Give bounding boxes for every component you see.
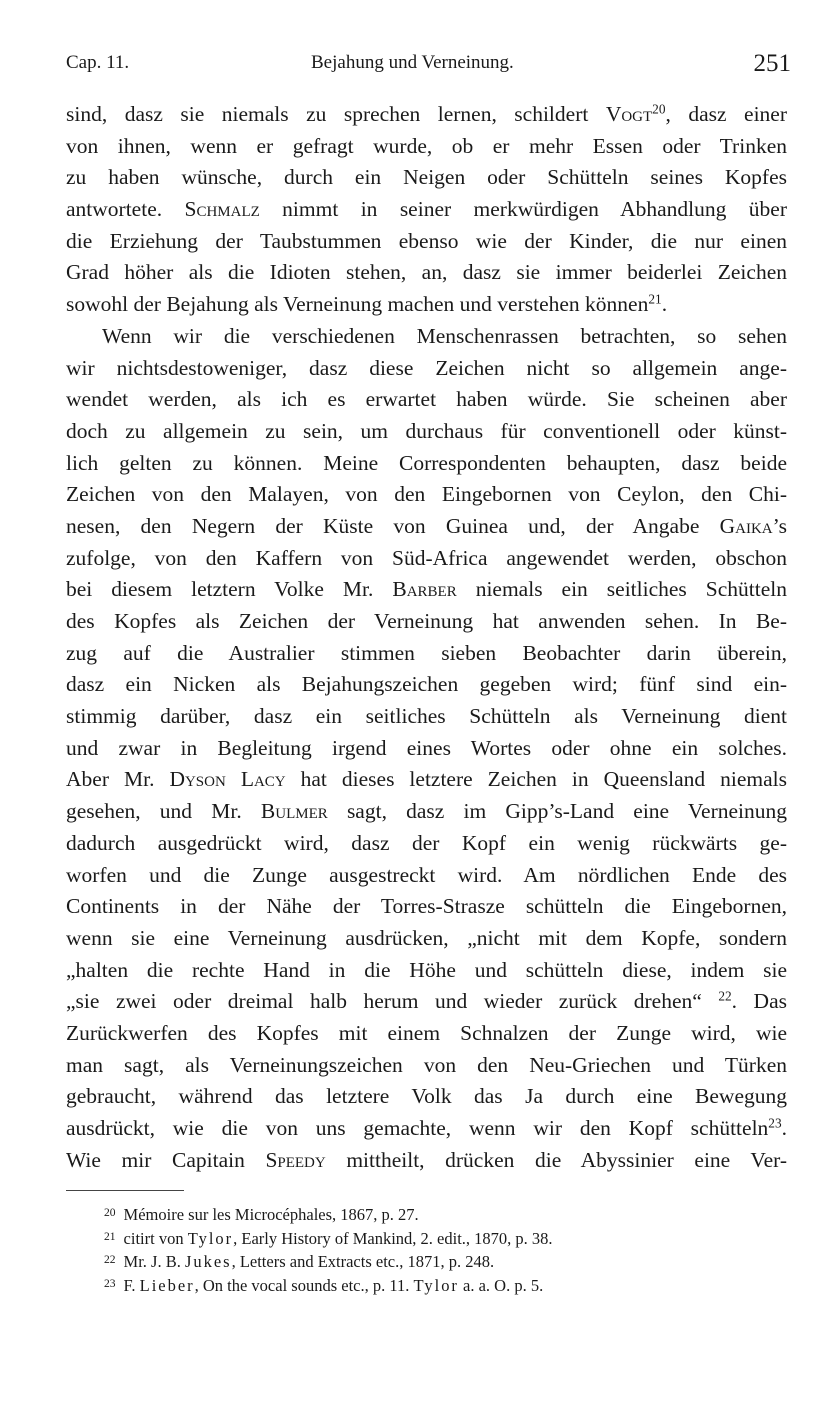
author-name: Jukes [184, 1252, 232, 1272]
footnote-ref[interactable]: 20 [652, 101, 666, 117]
text-line: und zwar in Begleitung irgend eines Wortes oder ohne ein solches. [66, 735, 787, 760]
footnote-number: 21 [104, 1230, 116, 1243]
running-header [66, 46, 791, 82]
author-name: Speedy [265, 1147, 326, 1172]
text-line: Wenn wir die verschiedenen Menschenrassen betrachten, so sehen [102, 323, 787, 348]
author-name: Bulmer [260, 799, 328, 824]
text-line: dasz ein Nicken als Bejahungszeichen gegeben wird; fünf sind ein- [66, 672, 787, 697]
text-line: „sie zwei oder dreimal halb herum und wieder zurück drehen“ $^{22}$. Das [66, 988, 787, 1014]
text-line: die Erziehung der Taubstummen ebenso wie der Kinder, die nur einen [66, 228, 787, 253]
author-name: Lieber [139, 1275, 195, 1295]
author-name: Vogt [605, 102, 653, 126]
footnote-ref[interactable]: 21 [648, 291, 662, 307]
text-line: sind, dasz sie niemals zu sprechen lernen, schildert Vogt$^{20}$, dasz einer [66, 101, 787, 126]
footnote-ref[interactable]: 23 [768, 1115, 782, 1131]
footnote-number: 22 [104, 1254, 116, 1266]
text-line: stimmig darüber, dasz ein seitliches Schütteln als Verneinung dient [66, 704, 787, 729]
page-number: 251 [753, 50, 791, 77]
author-name: Tylor [187, 1228, 234, 1248]
text-line: zug auf die Australier stimmen sieben Beobachter darin überein, [66, 640, 787, 665]
text-line: von ihnen, wenn er gefragt wurde, ob er mehr Essen oder Trinken [66, 133, 787, 158]
text-line: Grad höher als die Idioten stehen, an, dasz sie immer beiderlei Zeichen [66, 260, 787, 285]
text-line: Wie mir Capitain Speedy mittheilt, drücken die Abyssinier eine Ver- [66, 1147, 787, 1172]
footnotes [104, 1202, 764, 1296]
text-line: „halten die rechte Hand in die Höhe und schütteln diese, indem sie [66, 957, 787, 982]
text-line: bei diesem letztern Volke Mr. Barber niemals ein seitliches Schütteln [66, 577, 787, 602]
text-line: Continents in der Nähe der Torres-Strasze schütteln die Eingebornen, [66, 894, 787, 919]
footnote-ref[interactable]: 22 [718, 988, 732, 1004]
chapter-label: Cap. 11. [66, 52, 130, 73]
text-line: doch zu allgemein zu sein, um durchaus für conventionell oder künst- [66, 418, 787, 443]
footnote: $^{23}$ F. Lieber, On the vocal sounds etc., p. 11. Tylor a. a. O. p. 5. [104, 1275, 544, 1295]
footnote-number: 23 [104, 1277, 116, 1290]
text-line: lich gelten zu können. Meine Correspondenten behaupten, dasz beide [66, 450, 787, 475]
text-line: zufolge, von den Kaffern von Süd-Africa angewendet werden, obschon [66, 545, 787, 570]
text-line: nesen, den Negern der Küste von Guinea und, der Angabe Gaika’s [66, 513, 787, 538]
footnote: $^{22}$ Mr. J. B. Jukes, Letters and Extracts etc., 1871, p. 248. [104, 1252, 495, 1272]
author-name: Schmalz [184, 197, 260, 222]
footnote-number: 20 [104, 1207, 116, 1219]
text-line: worfen und die Zunge ausgestreckt wird. Am nördlichen Ende des [66, 862, 787, 887]
author-name: Dyson Lacy [169, 767, 286, 792]
text-line: ausdrückt, wie die von uns gemachte, wenn wir den Kopf schütteln$^{23}$. [66, 1115, 787, 1140]
text-line: Aber Mr. Dyson Lacy hat dieses letztere Zeichen in Queensland niemals [66, 767, 787, 792]
text-line: zu haben wünsche, durch ein Neigen oder Schütteln seines Kopfes [66, 165, 787, 190]
text-line: Zurückwerfen des Kopfes mit einem Schnalzen der Zunge wird, wie [66, 1020, 787, 1045]
footnote: $^{20}$ Mémoire sur les Microcéphales, 1867, p. 27. [104, 1205, 419, 1225]
text-line: antwortete. Schmalz nimmt in seiner merkwürdigen Abhandlung über [66, 197, 787, 222]
text-line: Zeichen von den Malayen, von den Eingebornen von Ceylon, den Chi- [66, 482, 787, 507]
author-name: Barber [392, 577, 457, 602]
text-line: gebraucht, während das letztere Volk das Ja durch eine Bewegung [66, 1084, 787, 1109]
text-line: dadurch ausgedrückt wird, dasz der Kopf ein wenig rückwärts ge- [66, 830, 787, 855]
footnote-divider [66, 1190, 184, 1191]
text-line: wenn sie eine Verneinung ausdrücken, „nicht mit dem Kopfe, sondern [66, 925, 787, 950]
author-name: Tylor [413, 1275, 459, 1295]
author-name: Gaika [719, 513, 773, 538]
text-line: gesehen, und Mr. Bulmer sagt, dasz im Gipp’s-Land eine Verneinung [66, 799, 787, 824]
running-title: Bejahung und Verneinung. [311, 52, 514, 73]
text-line: des Kopfes als Zeichen der Verneinung hat anwenden sehen. In Be- [66, 609, 787, 633]
text-line: man sagt, als Verneinungszeichen von den Neu-Griechen und Türken [66, 1052, 787, 1077]
text-line: wendet werden, als ich es erwartet haben würde. Sie scheinen aber [66, 387, 787, 412]
footnote: $^{21}$ citirt von Tylor, Early History of Mankind, 2. edit., 1870, p. 38. [104, 1228, 553, 1248]
text-line: wir nichtsdestoweniger, dasz diese Zeichen nicht so allgemein ange- [66, 355, 787, 380]
text-line: sowohl der Bejahung als Verneinung machen und verstehen können$^{21}$. [66, 291, 668, 317]
main-text [66, 99, 787, 1176]
